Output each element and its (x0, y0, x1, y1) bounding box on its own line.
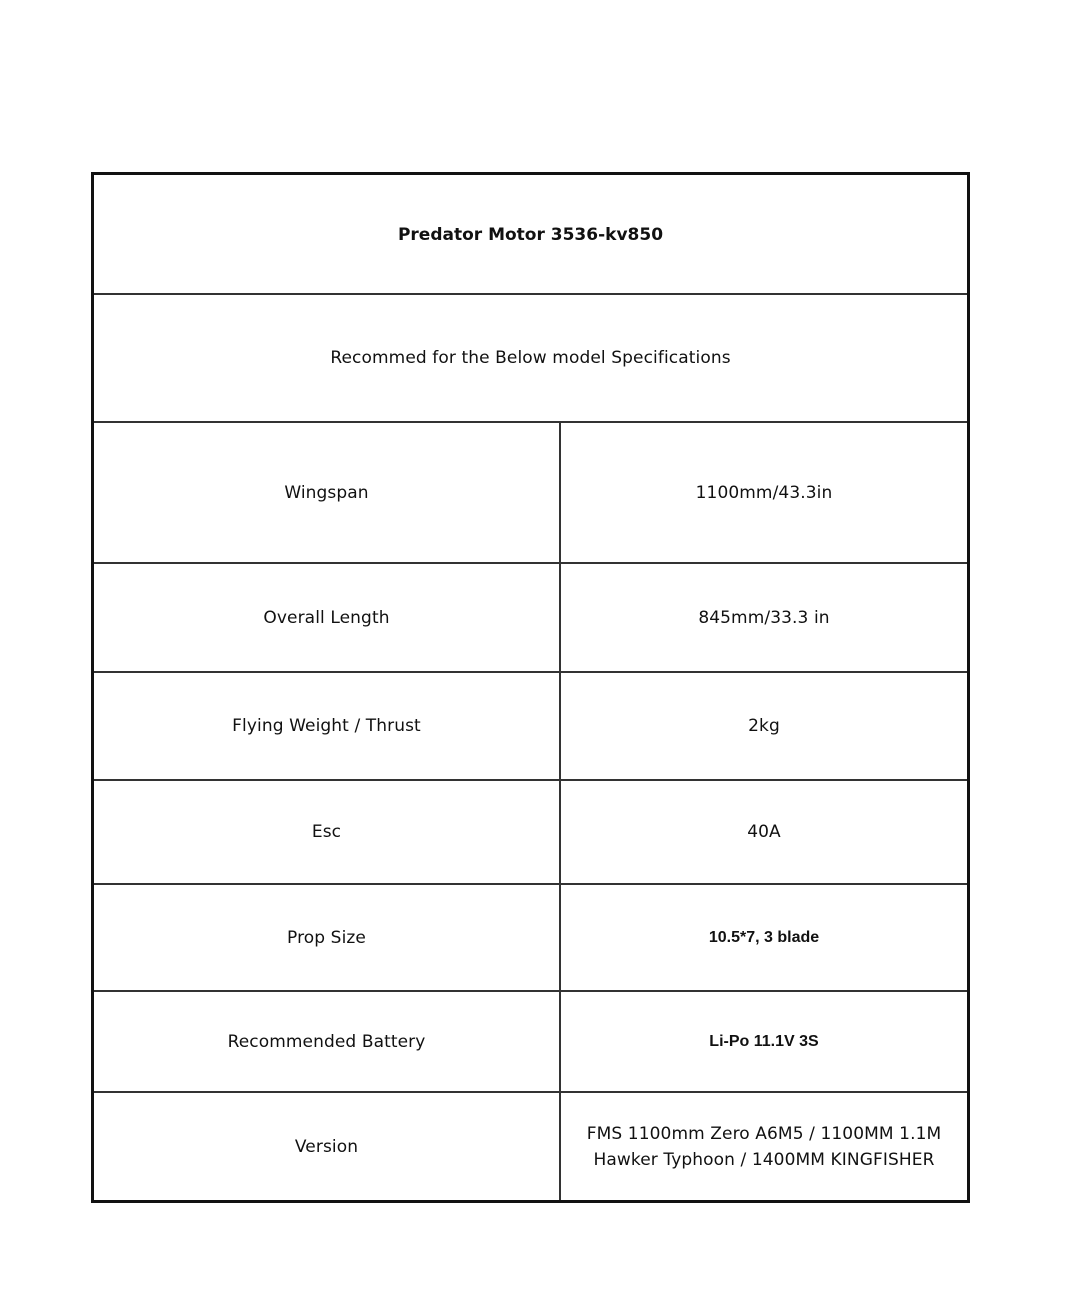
spec-label: Prop Size (287, 927, 366, 948)
title-cell (94, 175, 967, 293)
spec-value-multiline (587, 1121, 942, 1173)
spec-value: 1100mm/43.3in (695, 482, 833, 503)
spec-label-cell (94, 885, 561, 990)
spec-table (91, 172, 970, 1203)
spec-label-cell (94, 1093, 561, 1200)
table-row (94, 562, 967, 671)
spec-label: Overall Length (263, 607, 390, 628)
page-title: Predator Motor 3536-kv850 (397, 224, 664, 245)
spec-label: Version (294, 1136, 359, 1157)
table-row (94, 1091, 967, 1200)
table-row (94, 671, 967, 779)
spec-value: 10.5*7, 3 blade (708, 928, 820, 946)
spec-label: Recommended Battery (227, 1031, 426, 1052)
spec-label-cell (94, 992, 561, 1091)
spec-value-cell (561, 781, 967, 883)
subtitle: Recommed for the Below model Specifications (330, 347, 731, 368)
table-row (94, 421, 967, 562)
spec-label: Esc (311, 822, 342, 842)
spec-value-line: FMS 1100mm Zero A6M5 / 1100MM 1.1M (586, 1123, 942, 1144)
spec-value-cell (561, 1093, 967, 1200)
spec-value-cell (561, 423, 967, 562)
subtitle-cell (94, 295, 967, 421)
table-row (94, 990, 967, 1091)
spec-label: Flying Weight / Thrust (232, 716, 421, 736)
spec-value: 845mm/33.3 in (698, 607, 830, 628)
spec-value: 40A (747, 822, 781, 842)
spec-label: Wingspan (284, 482, 369, 503)
spec-value-line: Hawker Typhoon / 1400MM KINGFISHER (593, 1149, 935, 1170)
spec-value: 2kg (748, 716, 780, 736)
table-row (94, 779, 967, 883)
subtitle-row (94, 293, 967, 421)
spec-label-cell (94, 564, 561, 671)
spec-label-cell (94, 673, 561, 779)
spec-label-cell (94, 781, 561, 883)
spec-value: Li-Po 11.1V 3S (709, 1032, 819, 1050)
spec-value-cell (561, 564, 967, 671)
table-row (94, 883, 967, 990)
spec-label-cell (94, 423, 561, 562)
spec-value-cell (561, 992, 967, 1091)
spec-value-cell (561, 885, 967, 990)
title-row (94, 175, 967, 293)
spec-value-cell (561, 673, 967, 779)
